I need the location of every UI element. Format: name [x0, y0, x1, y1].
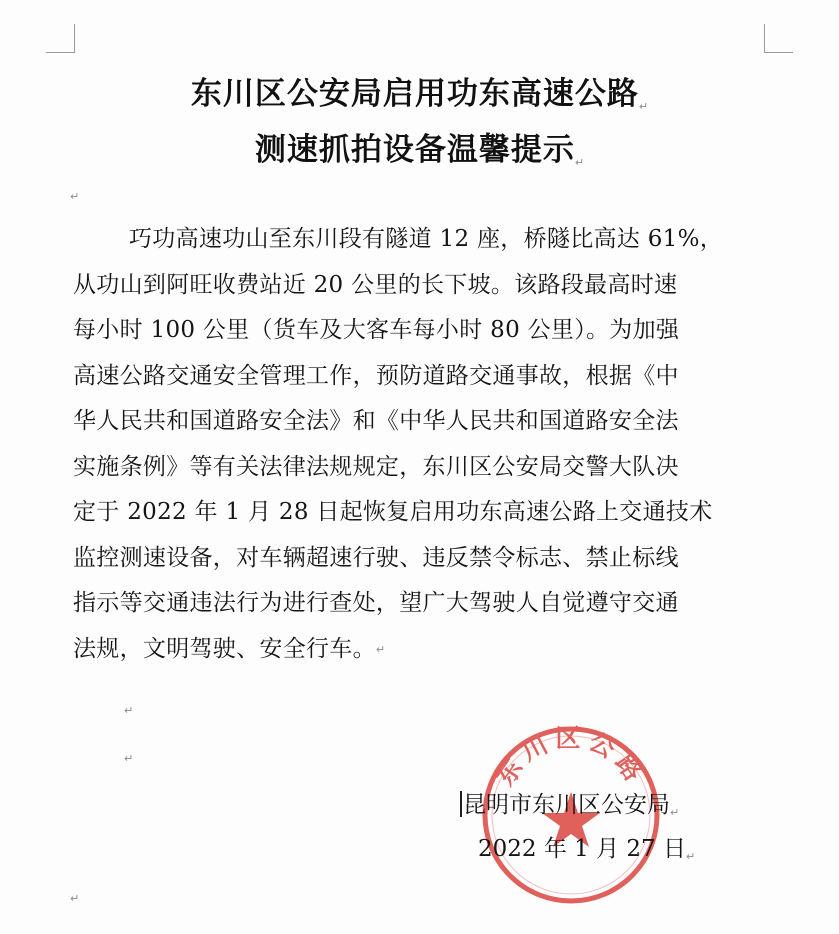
seal-text: 东川区公路	[490, 723, 652, 791]
body-line: 高速公路交通安全管理工作，预防道路交通事故，根据《中	[73, 362, 679, 389]
paragraph-mark-icon: ↵	[686, 850, 696, 863]
body-line: 监控测速设备，对车辆超速行驶、违反禁令标志、禁止标线	[73, 544, 679, 571]
document-title-line-2: 测速抓拍设备温馨提示↵	[254, 132, 585, 169]
paragraph-mark-icon: ↵	[638, 100, 649, 113]
svg-text:东川区公路	[490, 724, 651, 791]
paragraph-mark-icon: ↵	[574, 156, 585, 169]
notice-body	[73, 217, 773, 672]
body-line-last: 法规，文明驾驶、安全行车。↵	[73, 635, 386, 662]
body-line: 每小时 100 公里（货车及大客车每小时 80 公里）。为加强	[73, 317, 680, 343]
signature-date: 2022 年 1 月 27 日↵	[478, 836, 696, 863]
empty-paragraph-mark-icon: ↵	[124, 752, 134, 765]
document-title-line-1: 东川区公安局启用功东高速公路↵	[190, 76, 649, 113]
body-line: 巧功高速功山至东川段有隧道 12 座，桥隧比高达 61%，	[129, 226, 724, 252]
paragraph-mark-icon: ↵	[375, 642, 386, 656]
body-line: 指示等交通违法行为进行查处，望广大驾驶人自觉遵守交通	[73, 590, 679, 616]
empty-paragraph-mark-icon: ↵	[124, 704, 134, 717]
body-line: 从功山到阿旺收费站近 20 公里的长下坡。该路段最高时速	[73, 271, 678, 298]
corner-crop-mark-top-left	[46, 24, 75, 53]
body-line: 实施条例》等有关法律法规规定，东川区公安局交警大队决	[73, 453, 679, 480]
empty-paragraph-mark-icon: ↵	[70, 892, 80, 905]
paragraph-mark-icon: ↵	[670, 806, 680, 819]
empty-paragraph-mark-icon: ↵	[70, 190, 80, 203]
text-cursor-icon	[460, 791, 462, 817]
corner-crop-mark-top-right	[764, 24, 793, 53]
signature-organization: 昆明市东川区公安局↵	[460, 786, 679, 819]
body-line: 定于 2022 年 1 月 28 日起恢复启用功东高速公路上交通技术	[73, 499, 713, 525]
body-line: 华人民共和国道路安全法》和《中华人民共和国道路安全法	[73, 408, 679, 434]
